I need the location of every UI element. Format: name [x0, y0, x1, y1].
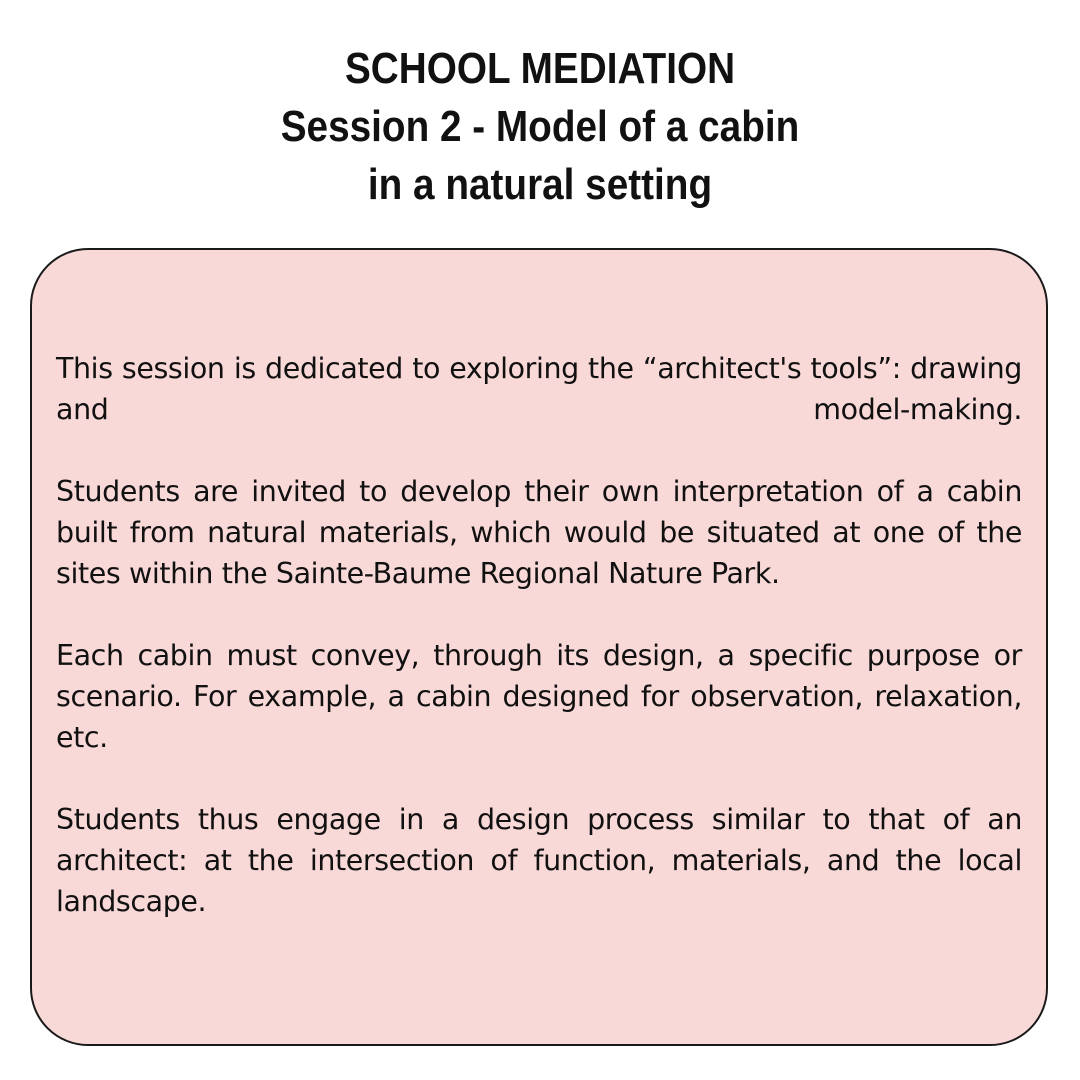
title-line-2: Session 2 - Model of a cabin [280, 102, 800, 151]
title-line-3: in a natural setting [367, 160, 713, 209]
title-line-1: SCHOOL MEDIATION [344, 44, 736, 93]
page-title [65, 40, 1015, 214]
paragraph-students-invited: Students are invited to develop their own interpretation of a cabin built from natural materials, which would be situated at one of the sites within the Sainte-Baume Regional Nature Park. [56, 475, 1022, 590]
paragraph-design-process: Students thus engage in a design process similar to that of an architect: at the intersection of function, materials, and the local landscape. [56, 803, 1022, 918]
session-description-card [30, 248, 1048, 1046]
paragraph-intro: This session is dedicated to exploring the “architect's tools”: drawing and model-making. [56, 352, 1022, 426]
paragraph-cabin-purpose: Each cabin must convey, through its design, a specific purpose or scenario. For example, a cabin designed for observation, relaxation, etc. [56, 639, 1022, 754]
